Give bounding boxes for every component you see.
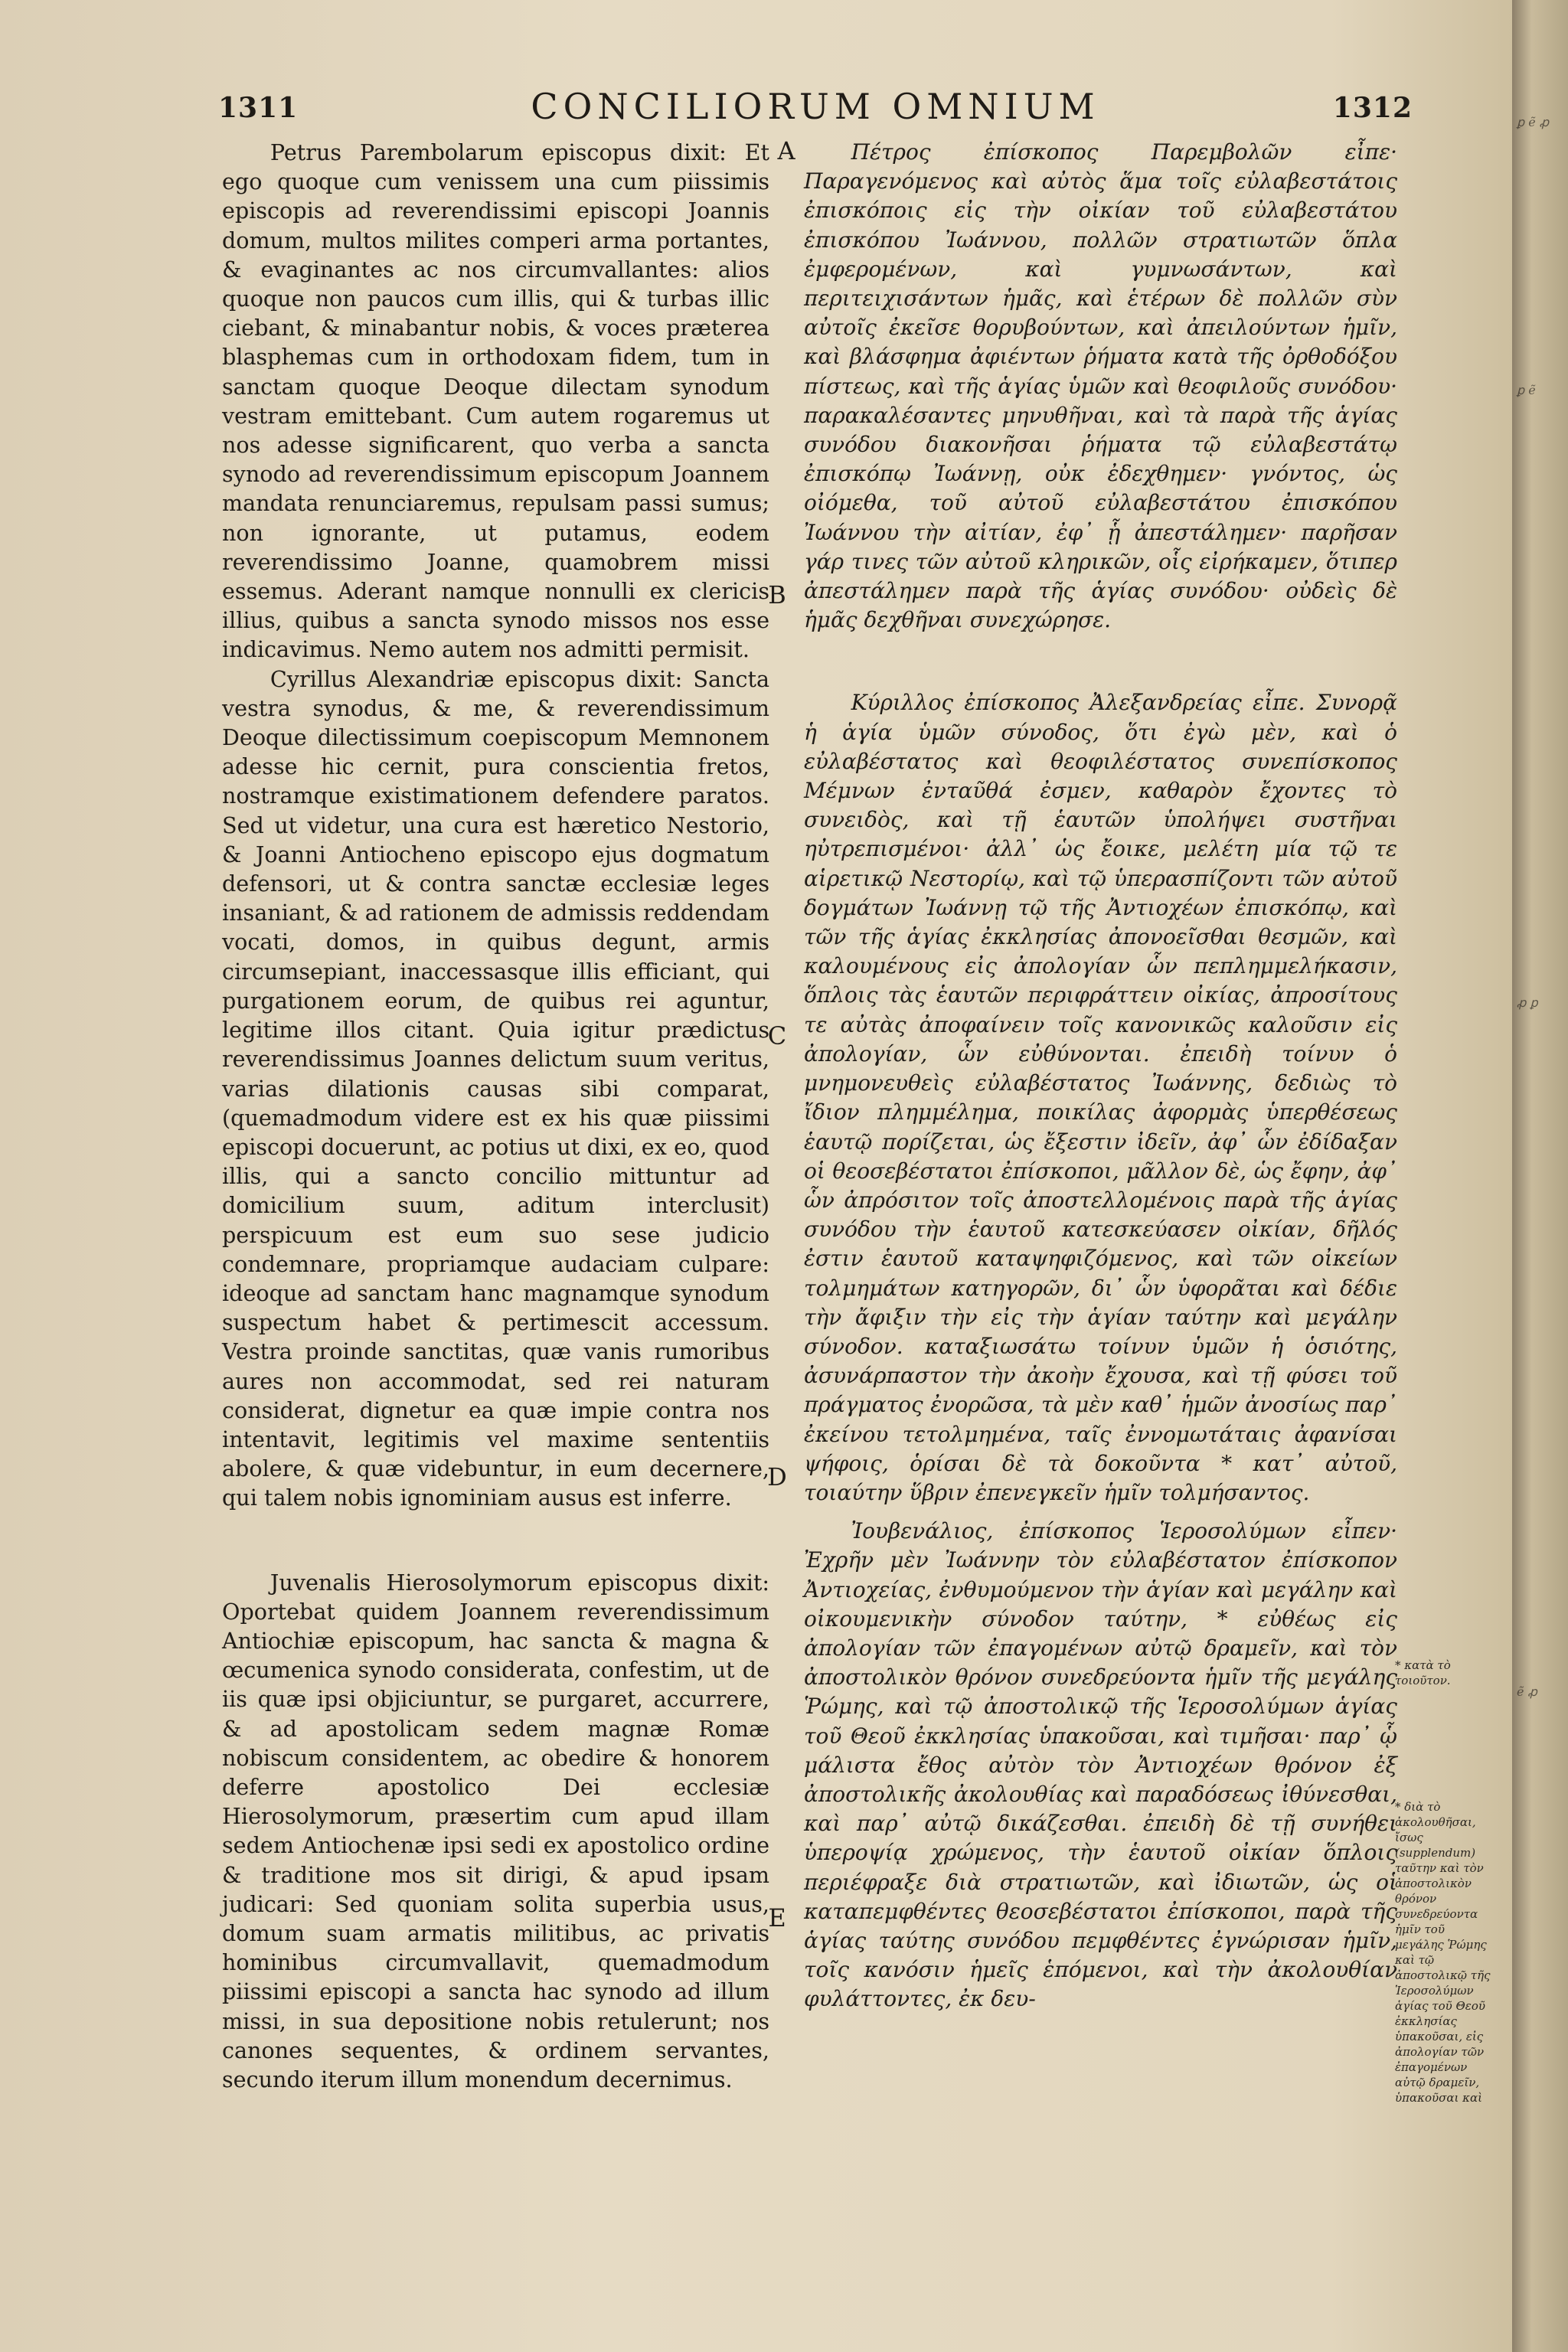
running-title: CONCILIORUM OMNIUM xyxy=(531,86,1100,127)
page-number-left: 1311 xyxy=(218,92,299,124)
greek-paragraph-kyrillos: Κύριλλος ἐπίσκοπος Ἀλεξανδρείας εἶπε. Συνορᾷ ἡ ἁγία ὑμῶν σύνοδος, ὅτι ἐγὼ μὲν, καὶ ὁ εὐλαβέστατος καὶ θεοφιλέστατος συνεπίσκοπος Μέμνων ἐνταῦθά ἐσμεν, καθαρὸν ἔχοντες τὸ συνειδὸς, καὶ τῇ ἑαυτῶν ὑπολήψει συστῆναι ηὐτρεπισμένοι· ἀλλ᾽ ὡς ἔοικε, μελέτη μία τῷ τε αἱρετικῷ Νεστορίῳ, καὶ τῷ ὑπερασπίζοντι τῶν αὐτοῦ δογμάτων Ἰωάννῃ τῷ τῆς Ἀντιοχέων ἐπισκόπῳ, καὶ τῶν τῆς ἁγίας ἐκκλησίας ἀπονοεῖσθαι θεσμῶν, καὶ καλουμένους εἰς ἀπολογίαν ὧν πεπλημμελήκασιν, ὅπλοις τὰς ἑαυτῶν περιφράττειν οἰκίας, ἀπροσίτους τε αὐτὰς ἀποφαίνειν τοῖς κανονικῶς καλοῦσιν εἰς ἀπολογίαν, ὧν εὐθύνονται. ἐπειδὴ τοίνυν ὁ μνημονευθεὶς εὐλαβέστατος Ἰωάννης, δεδιὼς τὸ ἴδιον πλημμέλημα, ποικίλας ἀφορμὰς ὑπερθέσεως ἑαυτῷ πορίζεται, ὡς ἔξεστιν ἰδεῖν, ἀφ᾽ ὧν ἐδίδαξαν οἱ θεοσεβέστατοι ἐπίσκοποι, μᾶλλον δὲ, ὡς ἔφην, ἀφ᾽ ὧν ἀπρόσιτον τοῖς ἀποστελλομένοις παρὰ τῆς ἁγίας συνόδου τὴν ἑαυτοῦ κατεσκεύασεν οἰκίαν, δῆλός ἐστιν ἑαυτοῦ καταψηφιζόμενος, καὶ τῶν οἰκείων τολμημάτων κατηγορῶν, δι᾽ ὧν ὑφορᾶται καὶ δέδιε τὴν ἄφιξιν τὴν εἰς τὴν ἁγίαν ταύτην καὶ μεγάλην σύνοδον. καταξιωσάτω τοίνυν ὑμῶν ἡ ὁσιότης, ἀσυνάρπαστον τὴν ἀκοὴν ἔχουσα, καὶ τῇ φύσει τοῦ πράγματος ἐνορῶσα, τὰ μὲν καθ᾽ ἡμῶν ἀνοσίως παρ᾽ ἐκείνου τετολμημένα, ταῖς ἐννομωτάταις ἀφανίσαι ψήφοις, ὁρίσαι δὲ τὰ δοκοῦντα * κατ᾽ αὐτοῦ, τοιαύτην ὕβριν ἐπενεγκεῖν ἡμῖν τολμήσαντος. xyxy=(804,690,1397,1505)
edge-text: ꝓ ꝑ xyxy=(1517,995,1538,1010)
latin-paragraph-cyrillus: Cyrillus Alexandriæ episcopus dixit: Sancta vestra synodus, & me, & reverendissimum Deoque dilectissimum coepiscopum Memnonem adesse hic cernit, pura conscientia fretos, nostramque existimationem defendere paratos. Sed ut videtur, una cura est hæretico Nestorio, & Joanni Antiocheno episcopo ejus dogmatum defensori, ut & contra sanctæ ecclesiæ leges insaniant, & ad rationem de admissis reddendam vocati, domos, in quibus degunt, armis circumsepiant, inaccessasque illis efficiant, qui purgationem eorum, de quibus rei aguntur, legitime illos citant. Quia igitur prædictus reverendissimus Joannes delictum suum veritus, varias dilationis causas sibi comparat, (quemadmodum videre est ex his quæ piissimi episcopi docuerunt, ac potius ut dixi, ex eo, quod illis, qui a sancto concilio mittuntur ad domicilium suum, aditum interclusit) perspicuum est eum suo sese judicio condemnare, propriamque audaciam culpare: ideoque ad sanctam hanc magnamque synodum suspectum habet & pertimescit accessum. Vestra proinde sanctitas, quæ vanis rumoribus aures non accommodat, sed rei naturam considerat, dignetur ea quæ impie contra nos intentavit, legitimis vel maxime sententiis abolere, & quæ videbuntur, in eum decernere, qui talem nobis ignominiam ausus est inferre. xyxy=(222,665,769,1511)
section-marker-a: A xyxy=(777,136,795,165)
section-marker-c: C xyxy=(767,1021,787,1050)
greek-paragraph-petros: Πέτρος ἐπίσκοπος Παρεμβολῶν εἶπε· Παραγενόμενος καὶ αὐτὸς ἅμα τοῖς εὐλαβεστάτοις ἐπισκόποις εἰς τὴν οἰκίαν τοῦ εὐλαβεστάτου ἐπισκόπου Ἰωάννου, πολλῶν στρατιωτῶν ὅπλα ἐμφερομένων, καὶ γυμνωσάντων, καὶ περιτειχισάντων ἡμᾶς, καὶ ἑτέρων δὲ πολλῶν σὺν αὐτοῖς ἐκεῖσε θορυβούντων, καὶ ἀπειλούντων ἡμῖν, καὶ βλάσφημα ἀφιέντων ῥήματα κατὰ τῆς ὀρθοδόξου πίστεως, καὶ τῆς ἁγίας ὑμῶν καὶ θεοφιλοῦς συνόδου· παρακαλέσαντες μηνυθῆναι, καὶ τὰ παρὰ τῆς ἁγίας συνόδου διακονῆσαι ῥήματα τῷ εὐλαβεστάτῳ ἐπισκόπῳ Ἰωάννῃ, οὐκ ἐδεχθημεν· γνόντος, ὡς οἰόμεθα, τοῦ αὐτοῦ εὐλαβεστάτου ἐπισκόπου Ἰωάννου τὴν αἰτίαν, ἐφ᾽ ᾗ ἀπεστάλημεν· παρῆσαν γάρ τινες τῶν αὐτοῦ κληρικῶν, οἷς εἰρήκαμεν, ὅτιπερ ἀπεστάλημεν παρὰ τῆς ἁγίας συνόδου· οὐδεὶς δὲ ἡμᾶς δεχθῆναι συνεχώρησε. xyxy=(804,139,1397,633)
latin-paragraph-petrus: Petrus Parembolarum episcopus dixit: Et ego quoque cum venissem una cum piissimis episcopis ad reverendissimi episcopi Joannis domum, multos milites comperi arma portantes, & evaginantes ac nos circumvallantes: alios quoque non paucos cum illis, qui & turbas illic ciebant, & minabantur nobis, & voces præterea blasphemas cum in orthodoxam fidem, tum in sanctam quoque Deoque dilectam synodum vestram emittebant. Cum autem rogaremus ut nos adesse significarent, quo verba a sancta synodo ad reverendissimum episcopum Joannem mandata renunciaremus, repulsam passi sumus; non ignorante, ut putamus, eodem reverendissimo Joanne, quamobrem missi essemus. Aderant namque nonnulli ex clericis illius, quibus a sancta synodo missos nos esse indicavimus. Nemo autem nos admitti permisit. xyxy=(222,139,769,663)
section-marker-b: B xyxy=(768,580,786,609)
page-number-right: 1312 xyxy=(1332,92,1413,124)
running-header xyxy=(218,86,1413,132)
edge-text: ꝑ ẽ xyxy=(1517,383,1536,397)
greek-paragraph-iouvenalios: Ἰουβενάλιος, ἐπίσκοπος Ἱεροσολύμων εἶπεν· Ἐχρῆν μὲν Ἰωάννην τὸν εὐλαβέστατον ἐπίσκοπον Ἀντιοχείας, ἐνθυμούμενον τὴν ἁγίαν καὶ μεγάλην καὶ οἰκουμενικὴν σύνοδον ταύτην, * εὐθέως εἰς ἀπολογίαν τῶν ἐπαγομένων αὐτῷ δραμεῖν, καὶ τὸν ἀποστολικὸν θρόνον συνεδρεύοντα ἡμῖν τῆς μεγάλης Ῥώμης, καὶ τῷ ἀποστολικῷ τῆς Ἱεροσολύμων ἁγίας τοῦ Θεοῦ ἐκκλησίας ὑπακοῦσαι, καὶ τιμῆσαι· παρ᾽ ᾧ μάλιστα ἔθος αὐτὸν τὸν Ἀντιοχέων θρόνον ἐξ ἀποστολικῆς ἀκολουθίας καὶ παραδόσεως ἰθύνεσθαι, καὶ παρ᾽ αὐτῷ δικάζεσθαι. ἐπειδὴ δὲ τῇ συνήθει ὑπεροψίᾳ χρώμενος, τὴν ἑαυτοῦ οἰκίαν ὅπλοις περιέφραξε διὰ στρατιωτῶν, καὶ ἰδιωτῶν, ὡς οἱ καταπεμφθέντες θεοσεβέστατοι ἐπίσκοποι, παρὰ τῆς ἁγίας ταύτης συνόδου πεμφθέντες ἐγνώρισαν ἡμῖν, τοῖς κανόσιν ἡμεῖς ἑπόμενοι, καὶ τὴν ἀκολουθίαν φυλάττοντες, ἐκ δευ- xyxy=(804,1518,1397,2012)
next-page-edge xyxy=(1512,0,1568,2352)
section-marker-d: D xyxy=(767,1462,787,1491)
latin-paragraph-juvenalis: Juvenalis Hierosolymorum episcopus dixit: Oportebat quidem Joannem reverendissimum Antiochiæ episcopum, hac sancta & magna & œcumenica synodo considerata, confestim, ut de iis quæ ipsi objiciuntur, se purgaret, accurrere, & ad apostolicam sedem magnæ Romæ nobiscum considentem, ac obedire & honorem deferre apostolico Dei ecclesiæ Hierosolymorum, præsertim cum apud illam sedem Antiochenæ ipsi sedi ex apostolico ordine & traditione mos sit dirigi, & apud ipsam judicari: Sed quoniam solita superbia usus, domum suam armatis militibus, ac privatis hominibus circumvallavit, quemadmodum piissimi episcopi a sancta hac synodo ad illum missi, in sua depositione nobis retulerunt; nos canones sequentes, & ordinem servantes, secundo iterum illum monendum decernimus. xyxy=(222,1569,769,2092)
margin-note-2: * διὰ τὸ ἀκολουθῆσαι, ἴσως (supplendum) ταῦτην καὶ τὸν ἀποστολικὸν θρόνον συνεδρεύοντα ἡμῖν τοῦ μεγάλης Ῥώμης καὶ τῷ ἀποστολικῷ τῆς Ἱεροσολύμων ἁγίας τοῦ Θεοῦ ἐκκλησίας ὑπακοῦσαι, εἰς ἀπολογίαν τῶν ἐπαγομένων αὐτῷ δραμεῖν, ὑπακοῦσαι καὶ xyxy=(1395,1800,1491,2105)
edge-text: ẽ ꝓ xyxy=(1517,1684,1537,1699)
margin-note-1: * κατὰ τὸ τοιοῦτον. xyxy=(1395,1658,1451,1687)
edge-text: ꝑ ẽ ꝓ xyxy=(1517,115,1550,129)
greek-column xyxy=(804,138,1397,2014)
latin-column xyxy=(222,138,769,2094)
section-marker-e: E xyxy=(768,1903,786,1932)
